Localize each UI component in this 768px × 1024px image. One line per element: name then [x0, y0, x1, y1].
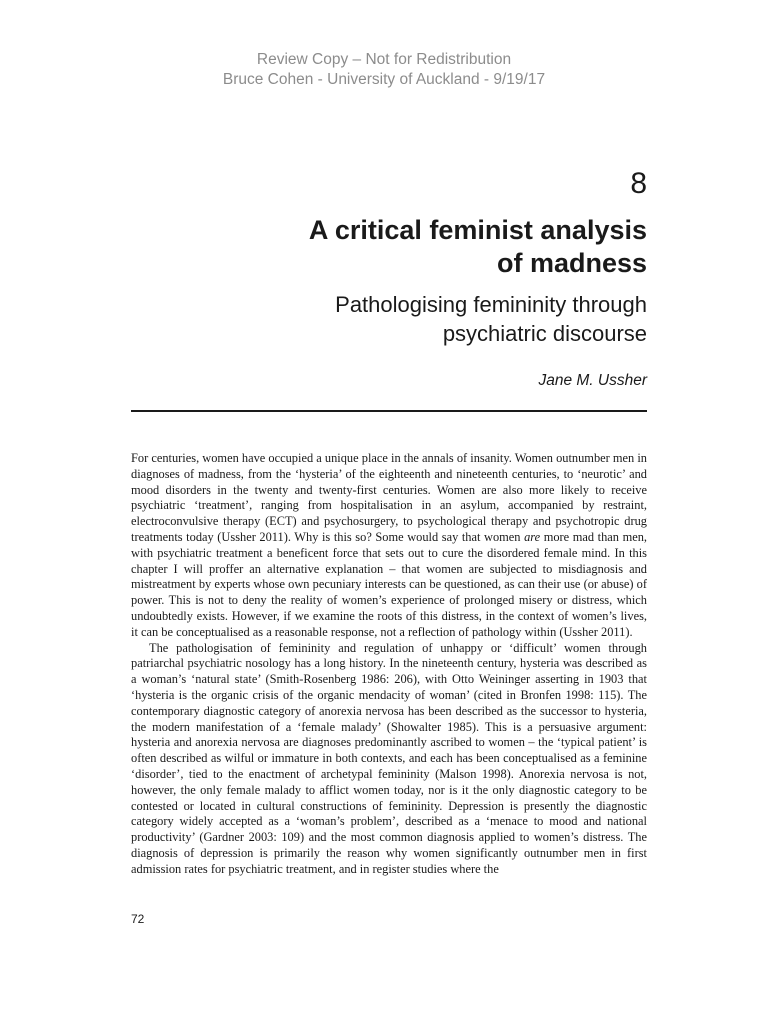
chapter-author: Jane M. Ussher — [538, 372, 647, 389]
page-number: 72 — [131, 912, 145, 926]
watermark-line-1: Review Copy – Not for Redistribution — [256, 51, 512, 68]
chapter-number: 8 — [630, 167, 647, 200]
chapter-subtitle — [227, 290, 647, 348]
paragraph-1 — [131, 451, 647, 641]
chapter-subtitle-line-1: Pathologising femininity through — [335, 292, 647, 317]
watermark-line-2: Bruce Cohen - University of Auckland - 9/19/17 — [222, 71, 546, 88]
chapter-title-line-2: of madness — [496, 248, 647, 278]
paragraph-1-part-a: For centuries, women have occupied a unique place in the annals of insanity. Women outnumber men in diagnoses of madness, from the ‘hysteria’ of the eighteenth and nineteenth centuries, to ‘neurotic’ and mood disorders in the twenty and twenty-first centuries. Women are also more likely to receive psychiatric ‘treatment’, ranging from hospitalisation in an asylum, accompanied by restraint, electroconvulsive therapy (ECT) and psychosurgery, to psychological therapy and psychotropic drug treatments today (Ussher 2011). Why is this so? Some would say that women — [131, 451, 647, 544]
chapter-title — [227, 214, 647, 280]
paragraph-2: The pathologisation of femininity and regulation of unhappy or ‘difficult’ women through patriarchal psychiatric nosology has a long history. In the nineteenth century, hysteria was described as a woman’s ‘natural state’ (Smith-Rosenberg 1986: 206), with Otto Weininger asserting in 1903 that ‘hysteria is the organic crisis of the organic mendacity of woman’ (cited in Bronfen 1998: 115). The contemporary diagnostic category of anorexia nervosa has been described as the successor to hysteria, the modern manifestation of a ‘female malady’ (Showalter 1985). This is a persuasive argument: hysteria and anorexia nervosa are diagnoses predominantly ascribed to women – the ‘typical patient’ is often described as wilful or immature in both contexts, and each has been conceptualised as a feminine ‘disorder’, tied to the enactment of archetypal femininity (Malson 1998). Anorexia nervosa is not, however, the only female malady to afflict women today, nor is it the only diagnostic category to be contested or located in cultural constructions of femininity. Depression is presently the diagnostic category widely accepted as a ‘woman’s problem’, described as a ‘menace to mood and national productivity’ (Gardner 2003: 109) and the most common diagnosis applied to women’s distress. The diagnosis of depression is primarily the reason why women significantly outnumber men in first admission rates for psychiatric treatment, and in register studies where the — [131, 640, 647, 876]
review-copy-watermark — [0, 50, 768, 90]
chapter-title-line-1: A critical feminist analysis — [308, 215, 647, 245]
body-text — [131, 451, 647, 878]
paragraph-1-part-b: more mad than men, with psychiatric treatment a beneficent force that sets out to cure the disordered female mind. In this chapter I will proffer an alternative explanation – that women are subjected to misdiagnosis and mistreatment by experts whose own pecuniary interests can be questioned, as can their use (or abuse) of power. This is not to deny the reality of women’s experience of prolonged misery or distress, which undoubtedly exists. However, if we examine the roots of this distress, in the context of women’s lives, it can be conceptualised as a reasonable response, not a reflection of pathology within (Ussher 2011). — [131, 529, 647, 639]
chapter-subtitle-line-2: psychiatric discourse — [442, 321, 647, 346]
paragraph-1-emphasis: are — [524, 529, 541, 544]
title-divider — [131, 410, 647, 412]
